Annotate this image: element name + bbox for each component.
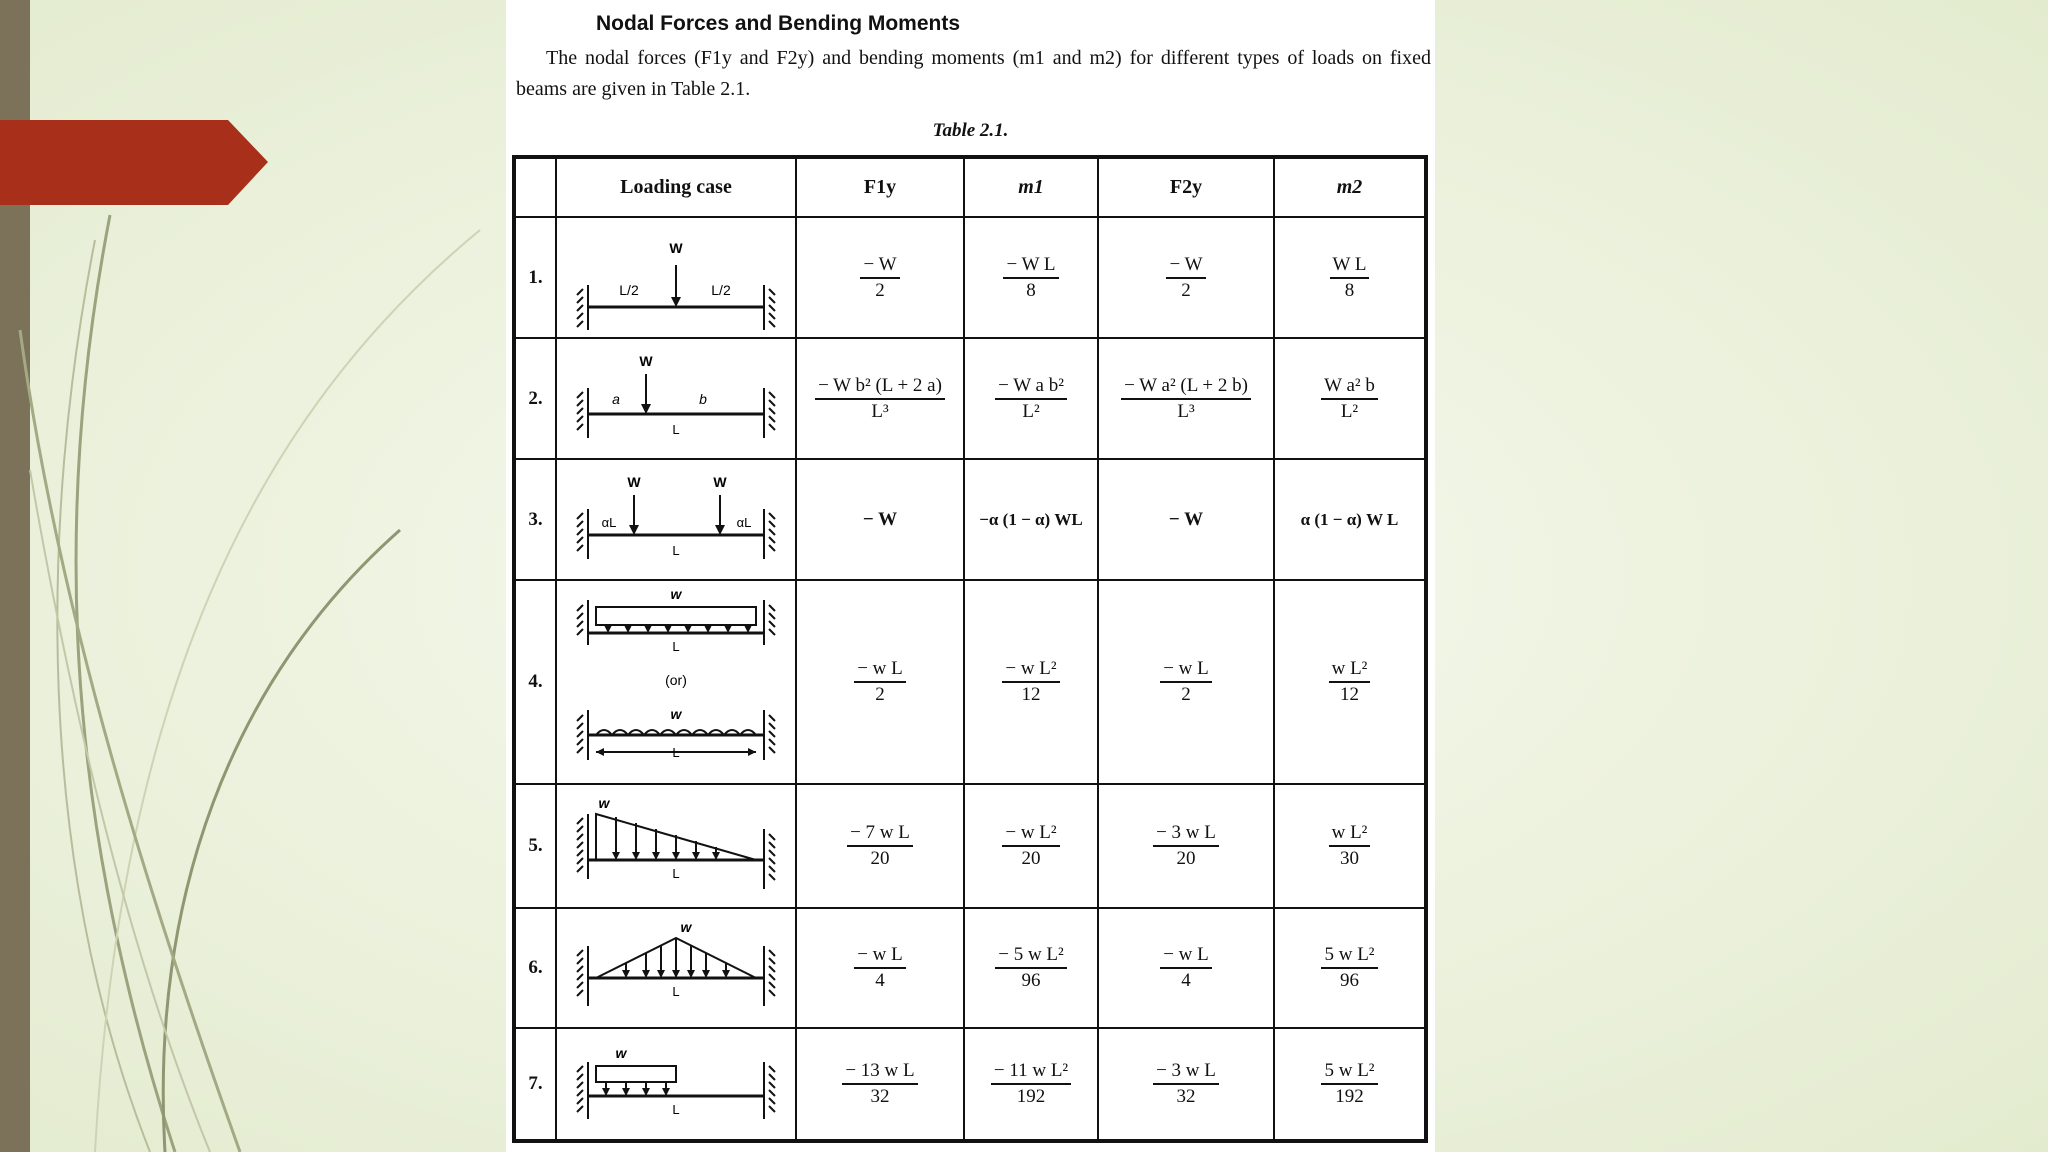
diagram-a-label: a <box>612 391 620 407</box>
table-row <box>514 784 1426 908</box>
table-row <box>514 459 1426 580</box>
table-row <box>514 580 1426 784</box>
f2y-cell <box>1098 338 1274 459</box>
fraction-numerator: − W a² (L + 2 b) <box>1121 376 1251 400</box>
m1-cell <box>964 908 1098 1028</box>
diagram-left-label: L/2 <box>619 282 639 298</box>
f1y-cell <box>796 580 964 784</box>
fraction-denominator: 32 <box>870 1086 890 1107</box>
m2-cell <box>1274 1028 1426 1141</box>
cell-value: α (1 − α) W L <box>1300 509 1399 529</box>
diagram-load2-label: W <box>713 474 727 490</box>
fraction-numerator: − W b² (L + 2 a) <box>815 376 945 400</box>
fraction-denominator: 4 <box>1181 970 1191 991</box>
diagram-load-label: w <box>598 794 610 811</box>
f1y-cell <box>796 217 964 338</box>
fraction-denominator: 30 <box>1340 848 1359 869</box>
fraction-numerator: − W <box>860 255 899 279</box>
loading-diagram-symmetric-triangular-load <box>556 908 796 1028</box>
fraction-denominator: 96 <box>1021 970 1041 991</box>
fraction-denominator: 2 <box>875 684 885 705</box>
header-loading-case: Loading case <box>556 157 796 217</box>
cell-value: − W <box>862 508 898 530</box>
fraction-denominator: L³ <box>871 400 889 422</box>
header-m1: m1 <box>964 157 1098 217</box>
fraction-numerator: − w L <box>854 659 906 683</box>
case-number: 1. <box>514 217 556 338</box>
fraction-denominator: L² <box>1022 400 1040 422</box>
m1-cell <box>964 580 1098 784</box>
diagram-span-label: L <box>672 422 680 437</box>
f1y-cell <box>796 784 964 908</box>
diagram-load-label: w <box>615 1045 627 1061</box>
fraction-numerator: − W <box>1166 255 1205 279</box>
fraction-numerator: − W L <box>1003 255 1058 279</box>
table-row <box>514 908 1426 1028</box>
m2-cell <box>1274 908 1426 1028</box>
fraction-denominator: 2 <box>1181 279 1191 301</box>
diagram-load-label: W <box>669 240 683 256</box>
header-f1y: F1y <box>796 157 964 217</box>
loading-diagram-point-load-center <box>556 217 796 338</box>
diagram-load-label: W <box>639 353 653 369</box>
header-f2y: F2y <box>1098 157 1274 217</box>
fraction-denominator: 2 <box>875 279 885 301</box>
header-m2: m2 <box>1274 157 1426 217</box>
header-number <box>514 157 556 217</box>
m2-cell <box>1274 217 1426 338</box>
m1-cell <box>964 1028 1098 1141</box>
fraction-numerator: w L² <box>1329 823 1371 847</box>
f1y-cell <box>796 1028 964 1141</box>
f2y-cell <box>1098 908 1274 1028</box>
m1-cell <box>964 459 1098 580</box>
f1y-cell <box>796 908 964 1028</box>
case-number: 3. <box>514 459 556 580</box>
diagram-span2-label: L <box>672 744 680 760</box>
fraction-denominator: 12 <box>1340 684 1359 705</box>
fraction-denominator: 192 <box>1335 1086 1364 1107</box>
diagram-span-label: L <box>672 983 680 999</box>
document-page <box>506 0 1435 1152</box>
fraction-numerator: − 3 w L <box>1153 1061 1219 1085</box>
red-arrow-banner <box>0 120 268 205</box>
f2y-cell <box>1098 580 1274 784</box>
m1-cell <box>964 338 1098 459</box>
loading-diagram-udl-full-span <box>556 580 796 784</box>
case-number: 4. <box>514 580 556 784</box>
fraction-numerator: − w L <box>1160 659 1212 683</box>
fraction-denominator: 2 <box>1181 684 1191 705</box>
fraction-denominator: L³ <box>1177 400 1195 422</box>
fraction-denominator: 32 <box>1176 1086 1196 1107</box>
fraction-denominator: 96 <box>1340 970 1359 991</box>
case-number: 6. <box>514 908 556 1028</box>
doc-intro-paragraph: The nodal forces (F1y and F2y) and bending moments (m1 and m2) for different types of loads on fixed beams are given in Table 2.1. <box>516 47 1431 100</box>
diagram-load2-label: w <box>670 705 682 722</box>
fraction-denominator: 8 <box>1344 279 1355 301</box>
f1y-cell <box>796 459 964 580</box>
case-number: 2. <box>514 338 556 459</box>
diagram-right-label: L/2 <box>711 282 731 298</box>
loading-diagram-partial-udl <box>556 1028 796 1141</box>
fraction-numerator: − W a b² <box>995 376 1067 400</box>
diagram-load-label: w <box>680 918 692 935</box>
m2-cell <box>1274 338 1426 459</box>
cell-value: − W <box>1168 508 1204 530</box>
fraction-numerator: − 3 w L <box>1153 823 1219 847</box>
table-header-row <box>514 157 1426 217</box>
fraction-denominator: 20 <box>1176 848 1196 869</box>
fraction-numerator: − w L² <box>1002 659 1059 683</box>
table-caption: Table 2.1. <box>932 120 1009 141</box>
diagram-span-label: L <box>672 638 680 654</box>
case-number: 7. <box>514 1028 556 1141</box>
m1-cell <box>964 784 1098 908</box>
f2y-cell <box>1098 1028 1274 1141</box>
table-row <box>514 338 1426 459</box>
fraction-numerator: 5 w L² <box>1321 1061 1377 1085</box>
f2y-cell <box>1098 784 1274 908</box>
fraction-numerator: − 7 w L <box>847 823 913 847</box>
m2-cell <box>1274 784 1426 908</box>
loading-diagram-two-point-loads <box>556 459 796 580</box>
fraction-numerator: − 5 w L² <box>995 945 1067 969</box>
case-number: 5. <box>514 784 556 908</box>
fraction-numerator: − 13 w L <box>842 1061 917 1085</box>
diagram-span-label: L <box>672 1102 680 1117</box>
fraction-denominator: 20 <box>1021 848 1041 869</box>
fraction-denominator: 20 <box>870 848 890 869</box>
fraction-numerator: − w L <box>854 945 906 969</box>
diagram-left-label: αL <box>601 515 617 530</box>
table-row <box>514 1028 1426 1141</box>
fraction-denominator: L² <box>1340 400 1359 422</box>
fraction-numerator: w L² <box>1329 659 1371 683</box>
doc-heading: Nodal Forces and Bending Moments <box>596 12 961 35</box>
diagram-or-label: (or) <box>665 671 687 688</box>
diagram-right-label: αL <box>736 515 752 530</box>
m2-cell <box>1274 580 1426 784</box>
fraction-numerator: − 11 w L² <box>991 1061 1071 1085</box>
diagram-load1-label: W <box>627 474 641 490</box>
diagram-b-label: b <box>699 391 707 407</box>
f2y-cell <box>1098 217 1274 338</box>
loading-diagram-point-load-offset <box>556 338 796 459</box>
fraction-numerator: 5 w L² <box>1321 945 1377 969</box>
fraction-numerator: W a² b <box>1321 376 1378 400</box>
fraction-denominator: 8 <box>1026 279 1036 301</box>
nodal-forces-table <box>512 155 1428 1143</box>
fraction-denominator: 192 <box>1016 1086 1046 1107</box>
fraction-denominator: 12 <box>1021 684 1041 705</box>
f1y-cell <box>796 338 964 459</box>
fraction-numerator: − w L <box>1160 945 1212 969</box>
fraction-numerator: W L <box>1330 255 1370 279</box>
table-row <box>514 217 1426 338</box>
f2y-cell <box>1098 459 1274 580</box>
m1-cell <box>964 217 1098 338</box>
fraction-numerator: − w L² <box>1002 823 1059 847</box>
diagram-span-label: L <box>672 543 680 558</box>
diagram-span-label: L <box>672 865 680 881</box>
cell-value: −α (1 − α) WL <box>979 509 1083 529</box>
loading-diagram-triangular-load <box>556 784 796 908</box>
fraction-denominator: 4 <box>875 970 885 991</box>
diagram-load-label: w <box>670 585 682 602</box>
m2-cell <box>1274 459 1426 580</box>
